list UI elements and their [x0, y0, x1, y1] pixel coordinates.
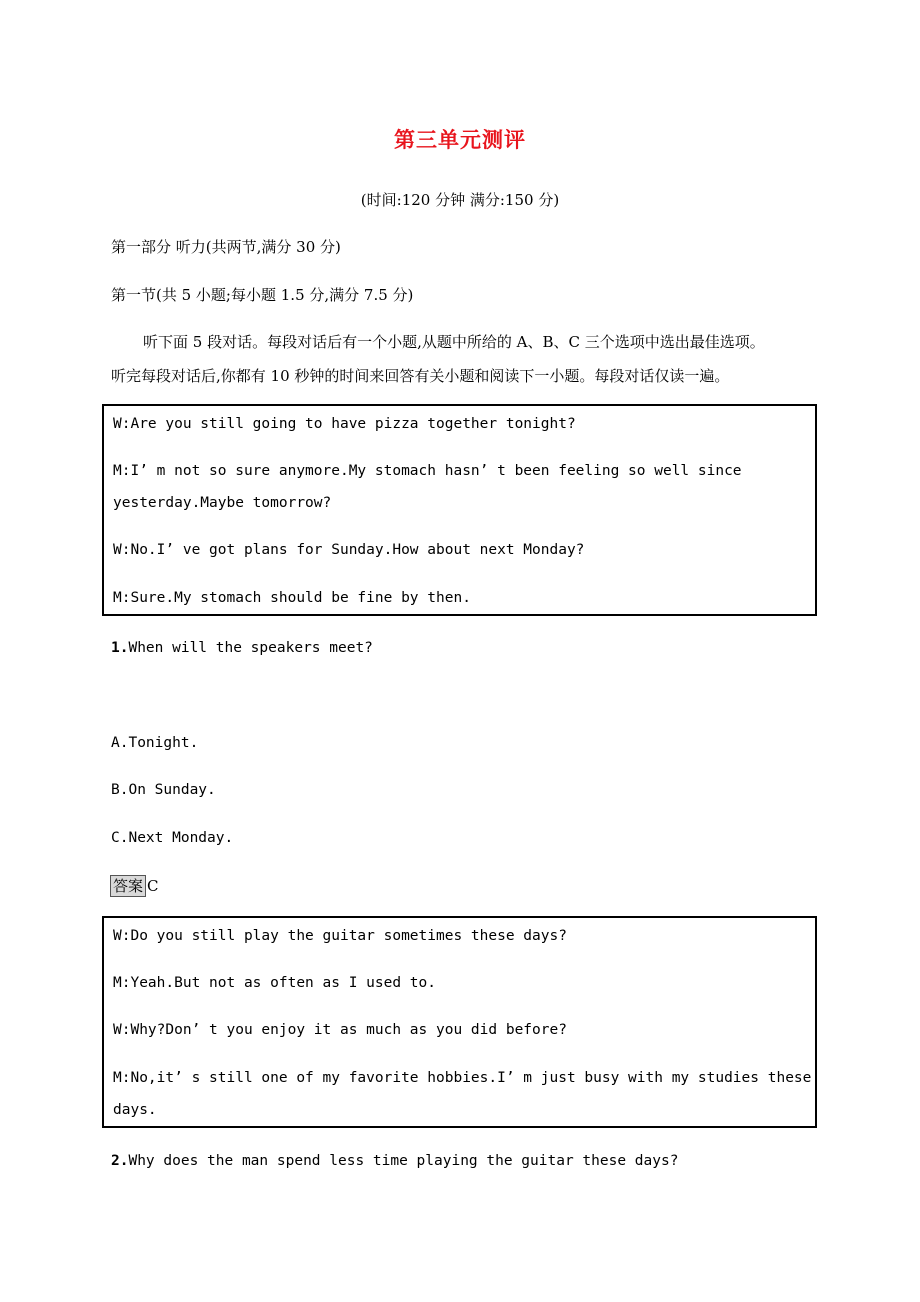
answer-row — [110, 875, 159, 897]
dialogue-line: yesterday.Maybe tomorrow? — [113, 495, 332, 511]
question-number: 2. — [111, 1153, 129, 1169]
exam-time-score: (时间:120 分钟 满分:150 分) — [360, 191, 560, 209]
instructions-line-1: 听下面 5 段对话。每段对话后有一个小题,从题中所给的 A、B、C 三个选项中选出最佳选项。 — [143, 333, 765, 351]
question-2 — [111, 1153, 678, 1169]
option-a[interactable]: A.Tonight. — [111, 735, 199, 751]
dialogue-line: M:No,it’ s still one of my favorite hobbies.I’ m just busy with my studies these — [113, 1070, 812, 1086]
dialogue-line: M:I’ m not so sure anymore.My stomach hasn’ t been feeling so well since — [113, 463, 742, 479]
dialogue-line: W:Do you still play the guitar sometimes these days? — [113, 928, 567, 944]
dialogue-box-2 — [102, 916, 817, 1128]
dialogue-line: days. — [113, 1102, 157, 1118]
question-text: When will the speakers meet? — [128, 640, 373, 656]
question-text: Why does the man spend less time playing the guitar these days? — [128, 1153, 679, 1169]
question-number: 1. — [111, 640, 129, 656]
dialogue-line: W:No.I’ ve got plans for Sunday.How about next Monday? — [113, 542, 585, 558]
instructions-line-2: 听完每段对话后,你都有 10 秒钟的时间来回答有关小题和阅读下一小题。每段对话仅读一遍。 — [111, 367, 730, 385]
question-1 — [111, 640, 373, 656]
dialogue-line: M:Yeah.But not as often as I used to. — [113, 975, 437, 991]
dialogue-line: W:Are you still going to have pizza together tonight? — [113, 416, 576, 432]
option-c[interactable]: C.Next Monday. — [111, 830, 234, 846]
dialogue-line: M:Sure.My stomach should be fine by then. — [113, 590, 471, 606]
answer-label: 答案 — [110, 875, 146, 897]
page-title: 第三单元测评 — [394, 128, 526, 152]
option-b[interactable]: B.On Sunday. — [111, 782, 216, 798]
dialogue-box-1 — [102, 404, 817, 616]
part-heading: 第一部分 听力(共两节,满分 30 分) — [111, 238, 341, 256]
section-heading: 第一节(共 5 小题;每小题 1.5 分,满分 7.5 分) — [111, 286, 414, 304]
dialogue-line: W:Why?Don’ t you enjoy it as much as you did before? — [113, 1022, 567, 1038]
answer-value: C — [147, 877, 159, 895]
